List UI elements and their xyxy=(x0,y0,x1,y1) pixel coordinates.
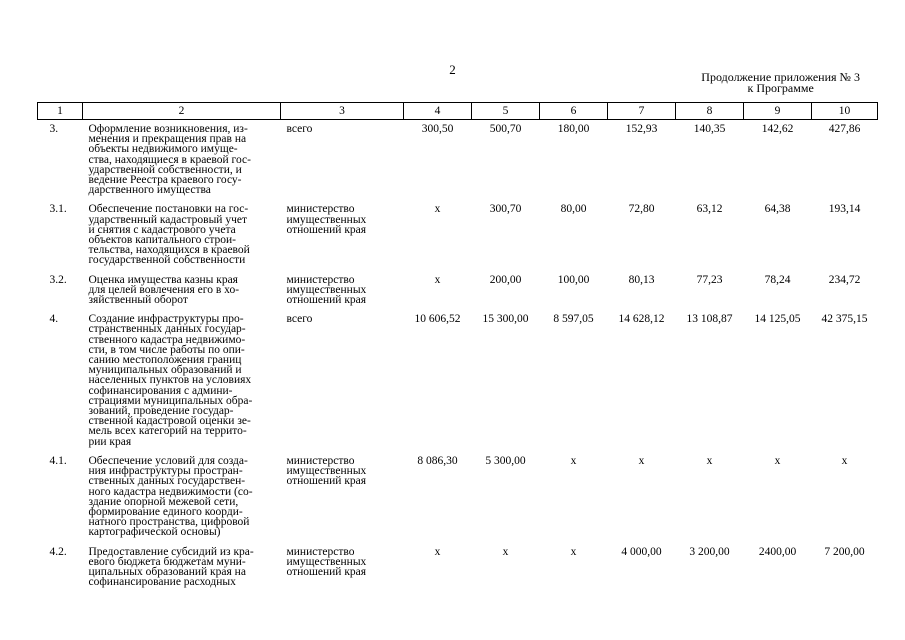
row-funding-source: всего xyxy=(286,313,313,326)
continuation-note xyxy=(701,72,860,94)
row-value: 63,12 xyxy=(696,203,723,216)
row-funding-source: министерство имущественных отношений края xyxy=(286,545,367,578)
row-value: 80,00 xyxy=(560,203,587,216)
row-value: х xyxy=(434,545,441,558)
header-cell: 7 xyxy=(608,103,676,120)
row-value: 42 375,15 xyxy=(821,313,868,326)
row-value: 300,70 xyxy=(489,203,522,216)
row-funding-source: всего xyxy=(286,123,313,135)
row-description: Обеспечение условий для созда- ния инфраструктуры простран- ственных данных государствен- ного кадастра недвижимости (со- здание опорной межевой сети, формирование единого коорди- натного пространства, цифровой картографической основы) xyxy=(88,454,253,539)
row-number: 4.2. xyxy=(49,545,67,558)
header-cell: 3 xyxy=(281,103,404,120)
row-value: 500,70 xyxy=(489,123,522,135)
row-value: 78,24 xyxy=(764,273,791,286)
row-value: х xyxy=(570,545,577,558)
row-value: 142,62 xyxy=(761,123,794,135)
table-row xyxy=(38,543,878,593)
row-value: х xyxy=(841,454,848,467)
row-funding-source: министерство имущественных отношений края xyxy=(286,203,367,236)
page-number: 2 xyxy=(449,62,456,77)
continuation-line-2: к Программе xyxy=(747,81,814,95)
row-value: 14 628,12 xyxy=(618,313,665,326)
row-value: 193,14 xyxy=(828,203,861,216)
row-description: Предоставление субсидий из кра- евого бюджета бюджетам муни- ципальных образований края на софинансирование расходных xyxy=(88,545,254,589)
row-value: х xyxy=(434,203,441,216)
row-value: 427,86 xyxy=(828,123,861,135)
row-value: 15 300,00 xyxy=(482,313,529,326)
row-value: 10 606,52 xyxy=(414,313,461,326)
header-cell: 4 xyxy=(404,103,472,120)
row-value: 14 125,05 xyxy=(754,313,801,326)
row-value: 200,00 xyxy=(489,273,522,286)
row-value: 180,00 xyxy=(557,123,590,135)
row-description: Оценка имущества казны края для целей вовлечения его в хо- зяйственный оборот xyxy=(88,273,240,307)
header-row xyxy=(38,103,878,120)
row-value: х xyxy=(774,454,781,467)
header-cell: 5 xyxy=(472,103,540,120)
row-value: 7 200,00 xyxy=(824,545,865,558)
program-table xyxy=(37,102,878,592)
table-row xyxy=(38,200,878,270)
row-description: Создание инфраструктуры про- странственных данных государ- ственного кадастра недвижимо- сти, в том числе работы по опи- санию местоположения границ муниципальных образований и населенных пунктов на условиях софинансирования с админи- страциями муниципальных обра- зований, проведение государ- ственной кадастровой оценки зе- мель всех категорий на террито- рии края xyxy=(88,313,253,448)
row-value: х xyxy=(706,454,713,467)
row-description: Обеспечение постановки на гос- ударственный кадастровый учет и снятия с кадастрового учета объектов капитального строи- тельства, находящихся в краевой государственной собственности xyxy=(88,203,250,267)
row-value: 152,93 xyxy=(625,123,658,135)
table-row xyxy=(38,310,878,452)
row-value: 64,38 xyxy=(764,203,791,216)
row-value: 3 200,00 xyxy=(689,545,730,558)
continuation-line-1: Продолжение приложения № 3 xyxy=(701,70,860,84)
row-description: Оформление возникновения, из- менения и прекращения прав на объекты недвижимого имуще- ства, находящиеся в краевой гос- ударственной собственности, и ведение Реестра краевого госу- дарственного имущества xyxy=(88,123,251,197)
row-value: 300,50 xyxy=(421,123,454,135)
table-row xyxy=(38,120,878,201)
row-value: 5 300,00 xyxy=(485,454,526,467)
row-value: 234,72 xyxy=(828,273,861,286)
header-cell: 1 xyxy=(38,103,83,120)
header-cell: 6 xyxy=(540,103,608,120)
row-funding-source: министерство имущественных отношений края xyxy=(286,273,367,307)
row-value: 8 086,30 xyxy=(417,454,458,467)
row-value: 100,00 xyxy=(557,273,590,286)
row-value: 8 597,05 xyxy=(553,313,594,326)
header-cell: 10 xyxy=(812,103,878,120)
row-value: х xyxy=(570,454,577,467)
row-number: 3.1. xyxy=(49,203,67,216)
table-row xyxy=(38,452,878,543)
row-number: 3.2. xyxy=(49,273,67,286)
header-cell: 9 xyxy=(744,103,812,120)
header-cell: 2 xyxy=(83,103,281,120)
header-cell: 8 xyxy=(676,103,744,120)
row-value: 140,35 xyxy=(693,123,726,135)
row-number: 4. xyxy=(49,313,59,326)
row-value: х xyxy=(502,545,509,558)
row-number: 3. xyxy=(49,123,59,135)
row-value: 80,13 xyxy=(628,273,655,286)
row-value: 2400,00 xyxy=(758,545,797,558)
table-row xyxy=(38,271,878,311)
table-body xyxy=(38,120,878,593)
row-number: 4.1. xyxy=(49,454,67,467)
row-value: 4 000,00 xyxy=(621,545,662,558)
row-funding-source: министерство имущественных отношений края xyxy=(286,454,367,488)
row-value: 72,80 xyxy=(628,203,655,216)
row-value: 77,23 xyxy=(696,273,723,286)
row-value: х xyxy=(434,273,441,286)
row-value: х xyxy=(638,454,645,467)
row-value: 13 108,87 xyxy=(686,313,733,326)
